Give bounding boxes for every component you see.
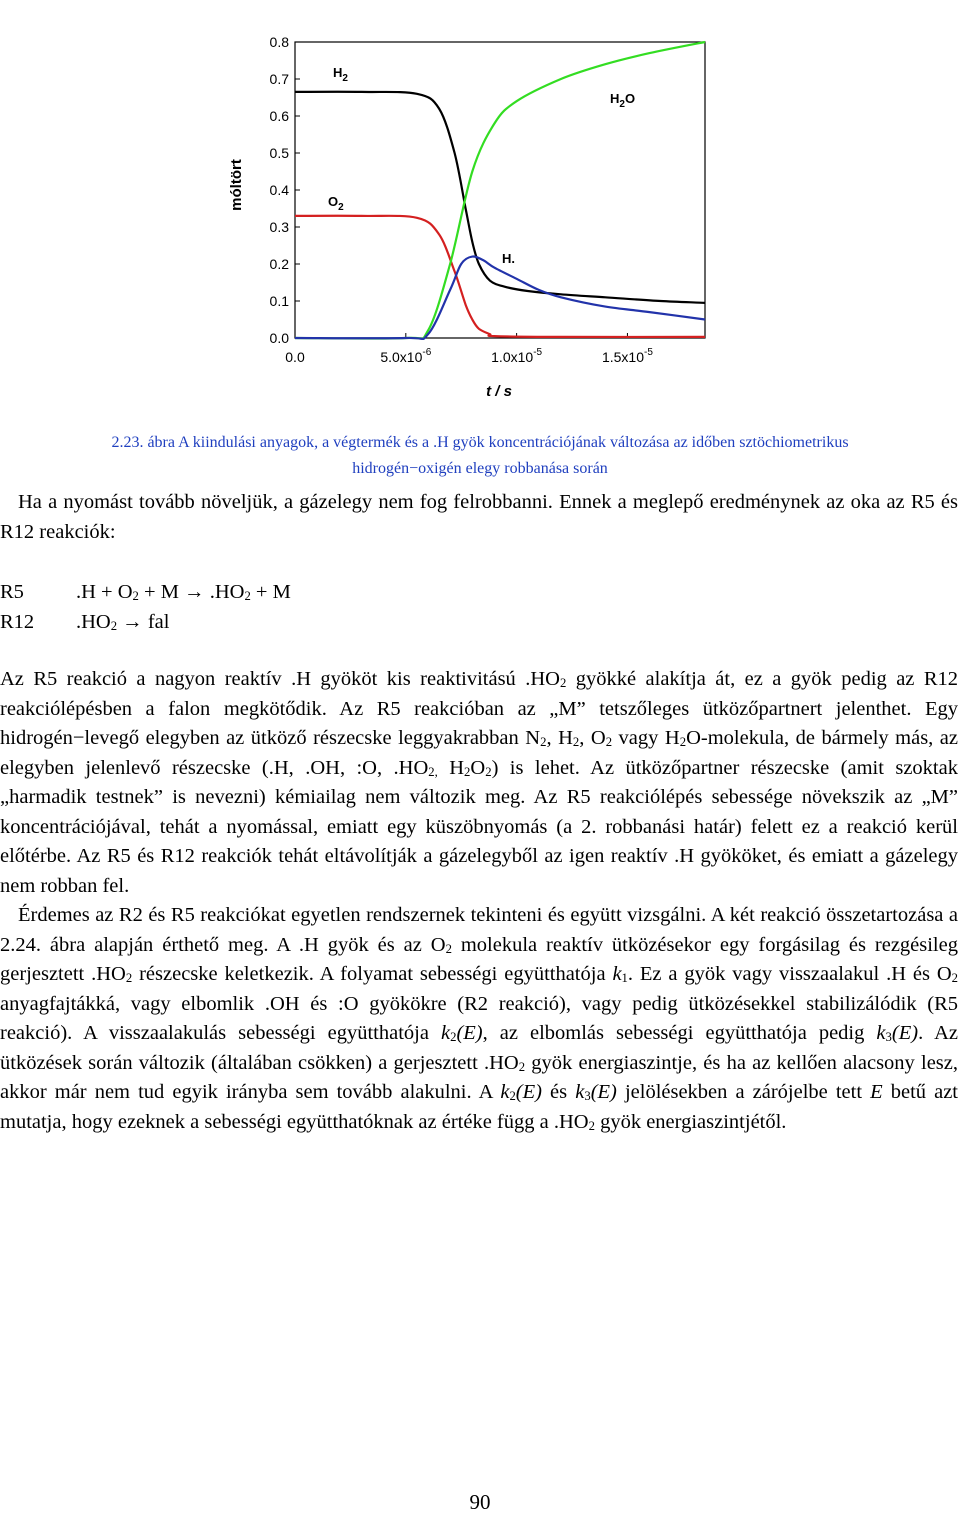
series-label-h2o: $H_2O$ [610,91,636,110]
y-tick-label: 0.4 [269,182,289,198]
y-axis-label: móltört [228,159,245,211]
series-lines [295,42,705,339]
paragraph-1: Ha a nyomást tovább növeljük, a gázelegy nem fog felrobbanni. Ennek a meglepő eredménynek az oka az R5 és R12 reakciók: [0,491,958,543]
x-axis-label: t / s [486,383,512,400]
paragraph-2: Az R5 reakció a nagyon reaktív .H gyököt kis reaktivitású $.HO_2$ gyökké alakítja át, ez a gyök pedig az R12 reakciólépésben a falon megkötődik. Az R5 reakcióban az „M” tetszőleges ütközőpartnert jelenthet. Egy hidrogén−levegő elegyben az ütköző részecske leggyakrabban $N_2$, $H_2$, $O_2$ vagy $H_2O$-molekula, de bármely más, az elegyben jelenlevő részecske (.H, .OH, :O, $.HO_{2,}$ $H_2O_2$) is lehet. Az ütközőpartner részecske (amit szoktak „harmadik testnek” is nevezni) kémiailag nem változik meg. Az R5 reakciólépés sebessége növekszik az „M” koncentrációjával, tehát a nyomással, emiatt egy küszöbnyomás (a 2. robbanási határ) felett ez a reakció kerül előtérbe. Az R5 és R12 reakciók tehát eltávolítják a gázelegyből az igen reaktív .H gyököket, és emiatt a gázelegy nem robban fel. [0,668,958,897]
y-tick-label: 0.7 [269,71,289,87]
y-tick-label: 0.1 [269,293,289,309]
body-text [0,488,958,1137]
caption-line-2: hidrogén−oxigén elegy robbanása során [352,460,608,477]
series-label-o2: $O_2$ [328,194,344,213]
x-tick-label: 0.0 [285,349,305,365]
plot-frame [295,42,705,338]
series-label-h2: $H_2$ [333,65,348,84]
y-tick-label: 0.3 [269,219,289,235]
paragraph-3: Érdemes az R2 és R5 reakciókat egyetlen rendszernek tekinteni és együtt vizsgálni. A két reakció összetartozása a 2.24. ábra alapján érthető meg. A .H gyök és az $O_2$ molekula reaktív ütközésekor egy forgásilag és rezgésileg gerjesztett $.HO_2$ részecske keletkezik. A folyamat sebességi együtthatója $k_1$. Ez a gyök vagy visszaalakul .H és $O_2$ anyagfajtákká, vagy elbomlik .OH és :O gyökökre (R2 reakció), vagy pedig ütközésekkel stabilizálódik (R5 reakció). A visszaalakulás sebességi együtthatója $k_2(E)$, az elbomlás sebességi együtthatója pedig $k_3(E)$. Az ütközések során változik (általában csökken) a gerjesztett $.HO_2$ gyök energiaszintje, és ha az kellően alacsony lesz, akkor már nem tud egyik irányba sem tovább alakulni. A $k_2(E)$ és $k_3(E)$ jelölésekben a zárójelbe tett E betű azt mutatja, hogy ezeknek a sebességi együtthatóknak az értéke függ a $.HO_2$ gyök energiaszintjétől. [0,904,959,1133]
page-number: 90 [469,1490,491,1514]
series-labels [328,65,635,266]
reaction-equation: $.HO_2$ → fal [76,610,170,633]
y-tick-label: 0.8 [269,34,289,50]
reaction-id: R12 [0,610,35,633]
x-tick-label: $5.0x10^{-6}$ [380,347,432,365]
y-tick-label: 0.0 [269,330,289,346]
plot-area [295,42,705,338]
reaction-id: R5 [0,581,24,603]
y-tick-label: 0.6 [269,108,289,124]
y-tick-label: 0.2 [269,256,289,272]
series-line-hrad [295,257,705,339]
series-label-hrad: H. [502,251,515,266]
series-line-h2o [295,42,705,339]
reaction-r5 [0,578,958,608]
y-tick-label: 0.5 [269,145,289,161]
reaction-equation: $.H + O_2 + M \to .HO_2 + M$ [76,581,291,603]
series-line-o2 [295,216,705,337]
mole-fraction-chart [220,25,740,405]
x-tick-label: $1.5x10^{-5}$ [601,347,653,365]
caption-line-1: 2.23. ábra A kiindulási anyagok, a végtermék és a .H gyök koncentrációjának változása az időben sztöchiometrikus [111,434,849,451]
figure-caption [0,430,960,482]
reaction-r12 [0,608,958,638]
x-tick-label: $1.0x10^{-5}$ [491,347,543,365]
